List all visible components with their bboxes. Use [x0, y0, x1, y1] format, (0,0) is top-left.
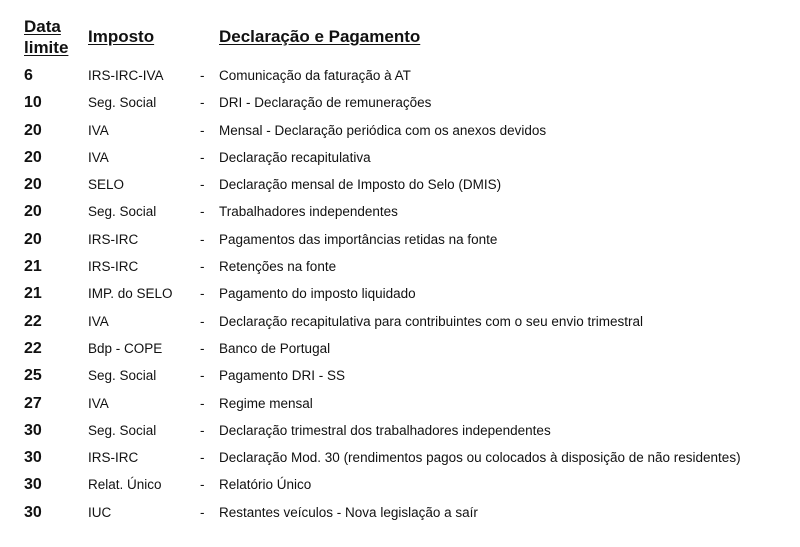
row-separator: - — [200, 368, 205, 384]
tax-type: IRS-IRC — [88, 231, 139, 247]
table-row — [0, 310, 800, 337]
tax-type: Seg. Social — [88, 422, 157, 438]
row-separator: - — [200, 204, 205, 220]
row-separator: - — [200, 477, 205, 493]
tax-type: Bdp - COPE — [88, 340, 163, 356]
tax-type: IVA — [88, 395, 109, 411]
deadline-day: 20 — [24, 176, 42, 194]
tax-type: IRS-IRC-IVA — [88, 68, 164, 83]
declaration-desc: Declaração recapitulativa para contribuintes com o seu envio trimestral — [219, 313, 643, 329]
row-separator: - — [200, 231, 205, 247]
deadline-day: 22 — [24, 339, 42, 357]
declaration-desc: Pagamento do imposto liquidado — [219, 286, 416, 302]
declaration-desc: Banco de Portugal — [219, 340, 331, 356]
deadline-day: 27 — [24, 394, 42, 412]
deadline-day: 21 — [24, 285, 42, 303]
table-row — [0, 173, 800, 200]
row-separator: - — [200, 122, 205, 138]
declaration-desc: Retenções na fonte — [219, 259, 337, 275]
tax-type: Seg. Social — [88, 204, 157, 220]
header-declaration: Declaração e Pagamento — [219, 27, 421, 46]
deadline-day: 22 — [24, 312, 42, 330]
row-separator: - — [200, 313, 205, 329]
deadline-day: 20 — [24, 121, 42, 139]
table-row — [0, 419, 800, 446]
tax-type: IUC — [88, 504, 112, 520]
row-separator: - — [200, 450, 205, 466]
tax-type: IRS-IRC — [88, 259, 139, 275]
tax-type: SELO — [88, 177, 125, 193]
table-row — [0, 282, 800, 309]
table-row — [0, 255, 800, 282]
tax-type: Seg. Social — [88, 368, 157, 384]
table-row — [0, 446, 800, 473]
deadline-day: 20 — [24, 148, 42, 166]
row-separator: - — [200, 395, 205, 411]
deadline-list — [0, 64, 800, 528]
table-row — [0, 200, 800, 227]
declaration-desc: Pagamento DRI - SS — [219, 368, 346, 384]
table-row — [0, 364, 800, 391]
tax-type: Seg. Social — [88, 95, 157, 111]
table-row — [0, 91, 800, 118]
table-header — [0, 16, 800, 62]
table-row — [0, 501, 800, 528]
declaration-desc: Mensal - Declaração periódica com os anexos devidos — [219, 122, 547, 138]
tax-type: Relat. Único — [88, 477, 162, 493]
row-separator: - — [200, 286, 205, 302]
tax-type: IRS-IRC — [88, 450, 139, 466]
declaration-desc: Declaração trimestral dos trabalhadores independentes — [219, 422, 551, 438]
row-separator: - — [200, 177, 205, 193]
deadline-day: 25 — [24, 367, 42, 385]
table-row — [0, 119, 800, 146]
header-tax: Imposto — [88, 27, 155, 46]
deadline-day: 30 — [24, 476, 42, 494]
declaration-desc: Pagamentos das importâncias retidas na fonte — [219, 231, 498, 247]
table-row — [0, 337, 800, 364]
row-separator: - — [200, 422, 205, 438]
declaration-desc: Declaração recapitulativa — [219, 149, 371, 165]
table-row — [0, 473, 800, 500]
declaration-desc: Restantes veículos - Nova legislação a saír — [219, 504, 478, 520]
deadline-day: 20 — [24, 203, 42, 221]
table-row — [0, 64, 800, 91]
row-separator: - — [200, 259, 205, 275]
header-deadline-line2: limite — [24, 38, 69, 57]
declaration-desc: Regime mensal — [219, 395, 313, 411]
header-deadline — [24, 16, 68, 58]
table-row — [0, 228, 800, 255]
row-separator: - — [200, 95, 205, 111]
deadline-day: 6 — [24, 67, 33, 84]
row-separator: - — [200, 68, 205, 83]
row-separator: - — [200, 504, 205, 520]
tax-type: IVA — [88, 149, 109, 165]
deadline-day: 30 — [24, 503, 42, 521]
declaration-desc: Comunicação da faturação à AT — [219, 68, 411, 83]
row-separator: - — [200, 340, 205, 356]
tax-type: IMP. do SELO — [88, 286, 173, 302]
table-row — [0, 392, 800, 419]
declaration-desc: Declaração Mod. 30 (rendimentos pagos ou colocados à disposição de não residentes) — [219, 450, 741, 466]
deadline-day: 30 — [24, 421, 42, 439]
tax-type: IVA — [88, 122, 109, 138]
deadline-day: 10 — [24, 94, 42, 112]
tax-type: IVA — [88, 313, 109, 329]
row-separator: - — [200, 149, 205, 165]
table-row — [0, 146, 800, 173]
deadline-day: 20 — [24, 230, 42, 248]
declaration-desc: DRI - Declaração de remunerações — [219, 95, 432, 111]
deadline-day: 30 — [24, 449, 42, 467]
declaration-desc: Trabalhadores independentes — [219, 204, 398, 220]
header-deadline-line1: Data — [24, 17, 61, 36]
declaration-desc: Relatório Único — [219, 477, 312, 493]
deadline-day: 21 — [24, 258, 42, 276]
declaration-desc: Declaração mensal de Imposto do Selo (DMIS) — [219, 177, 502, 193]
